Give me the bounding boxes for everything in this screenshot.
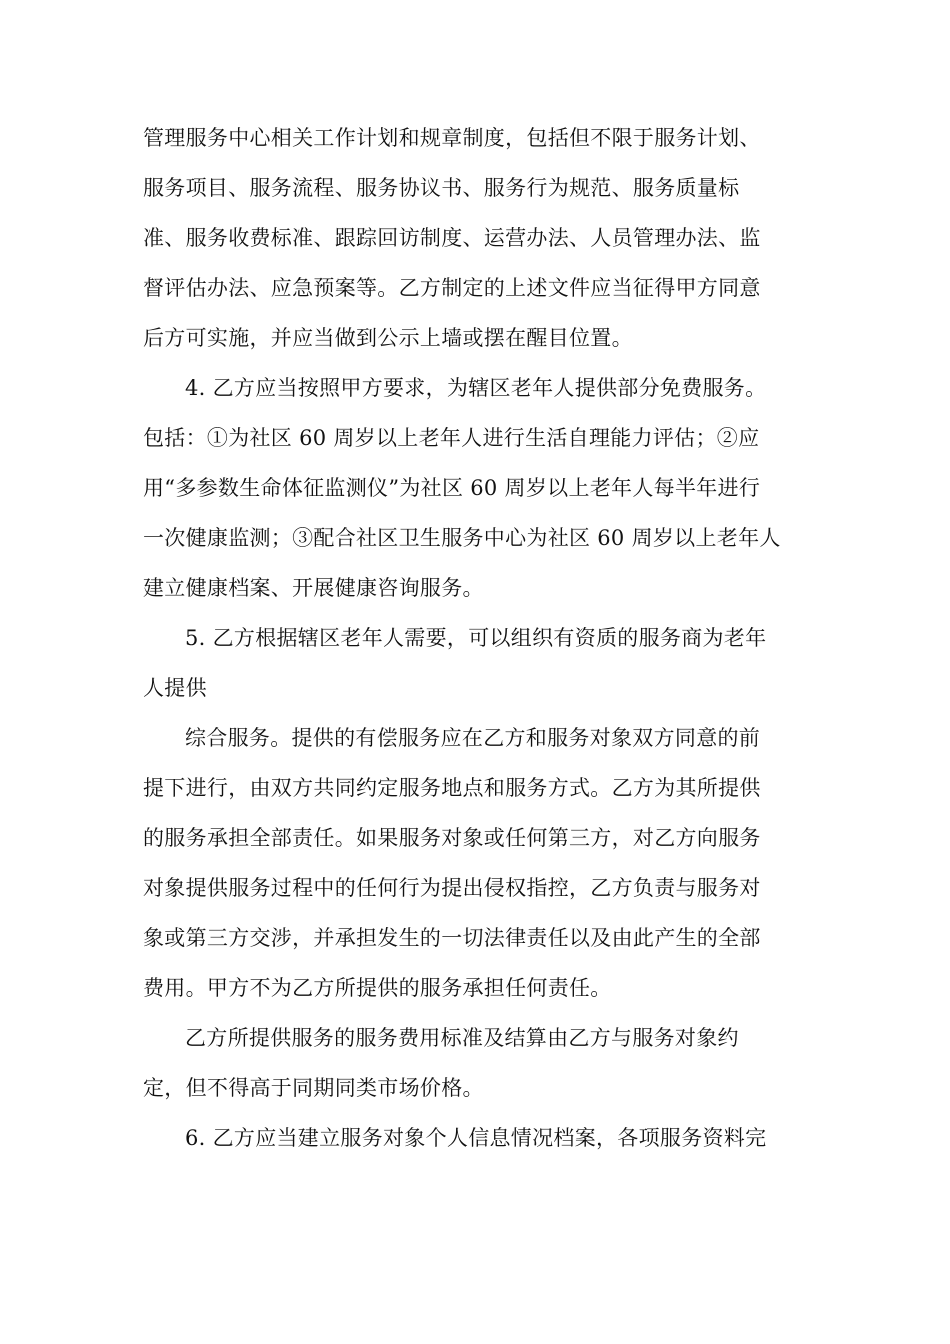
text-line: 对象提供服务过程中的任何行为提出侵权指控，乙方负责与服务对 <box>143 876 761 900</box>
text-line: 用“多参数生命体征监测仪”为社区 60 周岁以上老年人每半年进行 <box>143 476 761 500</box>
paragraph-start-fee-standard: 乙方所提供服务的服务费用标准及结算由乙方与服务对象约 <box>185 1026 739 1050</box>
text-line: 人提供 <box>143 676 207 700</box>
text-line: 的服务承担全部责任。如果服务对象或任何第三方，对乙方向服务 <box>143 826 761 850</box>
document-body <box>143 113 813 1163</box>
text-line: 服务项目、服务流程、服务协议书、服务行为规范、服务质量标 <box>143 176 740 200</box>
text-line: 一次健康监测；③配合社区卫生服务中心为社区 60 周岁以上老年人 <box>143 526 781 550</box>
text-line: 建立健康档案、开展健康咨询服务。 <box>143 576 484 600</box>
text-line: 象或第三方交涉，并承担发生的一切法律责任以及由此产生的全部 <box>143 926 761 950</box>
text-line: 包括：①为社区 60 周岁以上老年人进行生活自理能力评估；②应 <box>143 426 760 450</box>
text-line: 管理服务中心相关工作计划和规章制度，包括但不限于服务计划、 <box>143 126 761 150</box>
paragraph-start-item-4: 4. 乙方应当按照甲方要求，为辖区老年人提供部分免费服务。 <box>185 376 767 400</box>
paragraph-start-item-5: 5. 乙方根据辖区老年人需要，可以组织有资质的服务商为老年 <box>185 626 767 650</box>
text-line: 定，但不得高于同期同类市场价格。 <box>143 1076 484 1100</box>
paragraph-start-comprehensive-services: 综合服务。提供的有偿服务应在乙方和服务对象双方同意的前 <box>185 726 761 750</box>
text-line: 提下进行，由双方共同约定服务地点和服务方式。乙方为其所提供 <box>143 776 761 800</box>
text-line: 费用。甲方不为乙方所提供的服务承担任何责任。 <box>143 976 612 1000</box>
text-line: 督评估办法、应急预案等。乙方制定的上述文件应当征得甲方同意 <box>143 276 761 300</box>
text-line: 后方可实施，并应当做到公示上墙或摆在醒目位置。 <box>143 326 633 350</box>
paragraph-start-item-6: 6. 乙方应当建立服务对象个人信息情况档案，各项服务资料完 <box>185 1126 767 1150</box>
text-line: 准、服务收费标准、跟踪回访制度、运营办法、人员管理办法、监 <box>143 226 761 250</box>
